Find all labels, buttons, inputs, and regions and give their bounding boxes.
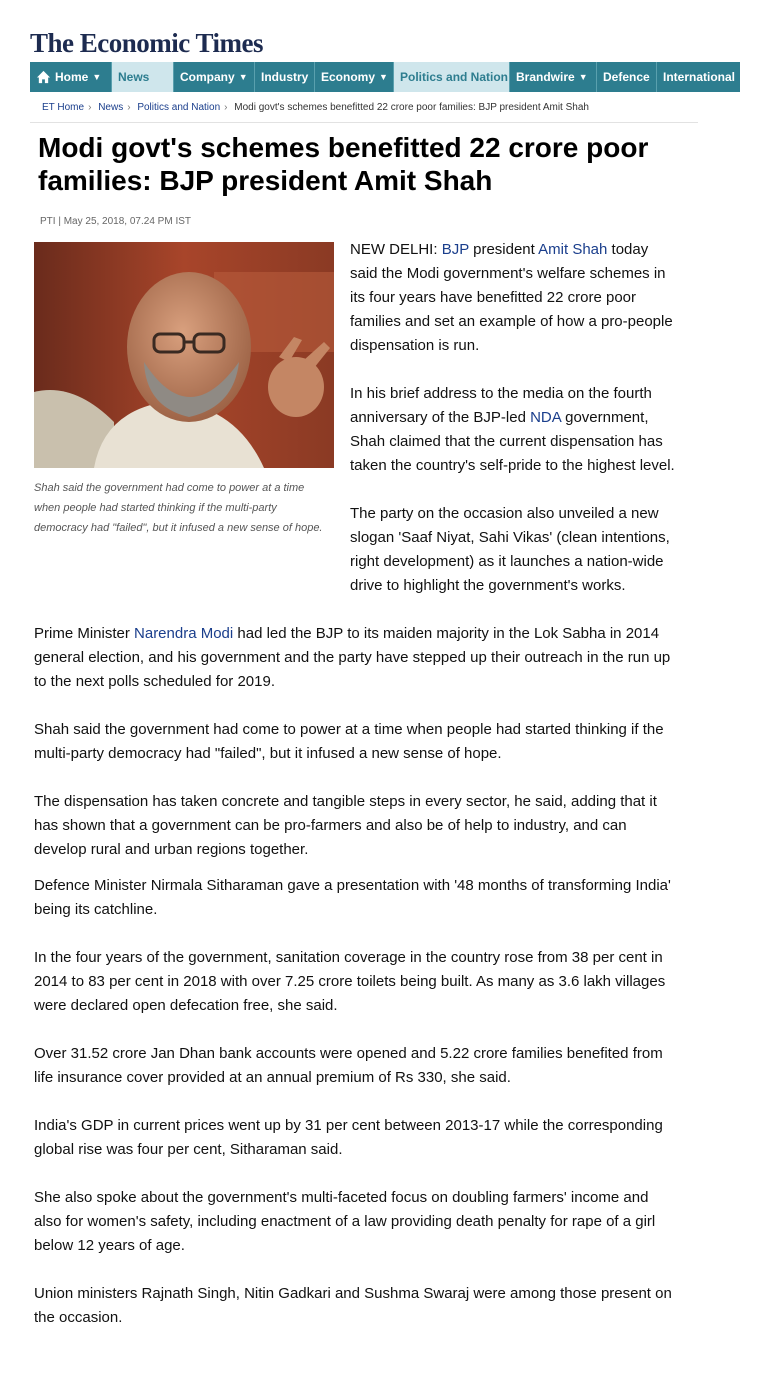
chevron-down-icon: ▼ [238, 72, 248, 82]
breadcrumb-separator-icon: › [88, 102, 92, 113]
text-segment: today said the Modi government's welfare schemes in its four years have benefitted 22 crore poor families and set an example of how a pro-people dispensation is run. [350, 241, 673, 354]
nav-item-label: Home [55, 70, 89, 84]
article-paragraph: She also spoke about the government's multi-faceted focus on doubling farmers' income and also for women's safety, including enactment of a law providing death penalty for rape of a girl below 12 years of age. [34, 1189, 656, 1254]
article-paragraph: The party on the occasion also unveiled a new slogan 'Saaf Niyat, Sahi Vikas' (clean intentions, right development) as it launches a nation-wide drive to highlight the government's works. [350, 505, 670, 594]
nav-item-politics-and-nation[interactable] [394, 62, 510, 92]
home-icon [36, 70, 51, 84]
nav-item-defence[interactable] [597, 62, 657, 92]
article-paragraph [34, 622, 679, 694]
text-segment: In his brief address to the media on the fourth anniversary of the BJP-led [350, 385, 652, 426]
article-byline: PTI | May 25, 2018, 07.24 PM IST [40, 216, 192, 227]
article-paragraph: Over 31.52 crore Jan Dhan bank accounts were opened and 5.22 crore families benefited from life insurance cover provided at an annual premium of Rs 330, she said. [34, 1045, 663, 1086]
link-nda[interactable]: NDA [530, 409, 561, 426]
site-logo[interactable]: The Economic Times [30, 28, 264, 58]
nav-item-international[interactable] [657, 62, 740, 92]
text-segment: NEW DELHI: [350, 241, 442, 258]
breadcrumb-link-news[interactable]: News [98, 102, 124, 113]
breadcrumb [42, 102, 589, 113]
chevron-down-icon: ▼ [578, 72, 588, 82]
nav-item-label: News [118, 70, 150, 84]
text-segment: had led the BJP to its maiden majority in the Lok Sabha in 2014 general election, and his government and the party have stepped up their outreach in the run up to the next polls scheduled for 2019. [34, 625, 671, 690]
image-spacer [34, 238, 350, 608]
nav-item-label: Company [180, 70, 235, 84]
article-paragraph: The dispensation has taken concrete and tangible steps in every sector, he said, adding that it has shown that a government can be pro-farmers and also be of help to industry, and can develop rural and urban regions together. [34, 793, 657, 858]
article-paragraph: India's GDP in current prices went up by 31 per cent between 2013-17 while the corresponding global rise was four per cent, Sitharaman said. [34, 1117, 663, 1158]
article-body [34, 238, 679, 1354]
nav-item-label: International [663, 70, 736, 84]
nav-item-news[interactable] [112, 62, 174, 92]
chevron-down-icon: ▼ [379, 72, 388, 82]
nav-item-company[interactable] [174, 62, 255, 92]
divider [30, 122, 698, 123]
nav-item-home[interactable] [30, 62, 112, 92]
text-segment: Prime Minister [34, 625, 135, 642]
breadcrumb-link-politics-and-nation[interactable]: Politics and Nation [137, 102, 221, 113]
nav-item-brandwire[interactable] [510, 62, 597, 92]
text-segment: president [468, 241, 539, 258]
nav-item-economy[interactable] [315, 62, 394, 92]
article-paragraph: Defence Minister Nirmala Sitharaman gave a presentation with '48 months of transforming India' being its catchline. [34, 877, 671, 918]
nav-item-label: Defence [603, 70, 650, 84]
article-paragraph: In the four years of the government, sanitation coverage in the country rose from 38 per cent in 2014 to 83 per cent in 2018 with over 7.25 crore toilets being built. As many as 3.6 lakh villages were declared open defecation free, she said. [34, 949, 666, 1014]
nav-item-label: Industry [261, 70, 309, 84]
nav-item-label: Economy [321, 70, 376, 84]
link-narendra-modi[interactable]: Narendra Modi [134, 625, 234, 642]
link-bjp[interactable]: BJP [441, 241, 469, 258]
nav-item-label: Brandwire [516, 70, 575, 84]
image-caption: Shah said the government had come to power at a time when people had started thinking if the multi-party democracy had "failed", but it infused a new sense of hope. [34, 482, 323, 534]
article-headline: Modi govt's schemes benefitted 22 crore poor families: BJP president Amit Shah [38, 132, 649, 196]
breadcrumb-current: Modi govt's schemes benefitted 22 crore poor families: BJP president Amit Shah [234, 102, 589, 113]
breadcrumb-link-et-home[interactable]: ET Home [42, 102, 85, 113]
main-nav [30, 62, 740, 92]
nav-item-label: Politics and Nation [400, 70, 509, 84]
article-paragraph: Shah said the government had come to power at a time when people had started thinking if the multi-party democracy had "failed", but it infused a new sense of hope. [34, 721, 664, 762]
chevron-down-icon: ▼ [92, 72, 102, 82]
breadcrumb-separator-icon: › [224, 102, 228, 113]
nav-item-industry[interactable] [255, 62, 315, 92]
text-segment: government, Shah claimed that the current dispensation has taken the country's self-pride to the highest level. [350, 409, 675, 474]
breadcrumb-separator-icon: › [127, 102, 131, 113]
article-paragraph: Union ministers Rajnath Singh, Nitin Gadkari and Sushma Swaraj were among those present on the occasion. [34, 1285, 672, 1326]
link-amit-shah[interactable]: Amit Shah [538, 241, 608, 258]
